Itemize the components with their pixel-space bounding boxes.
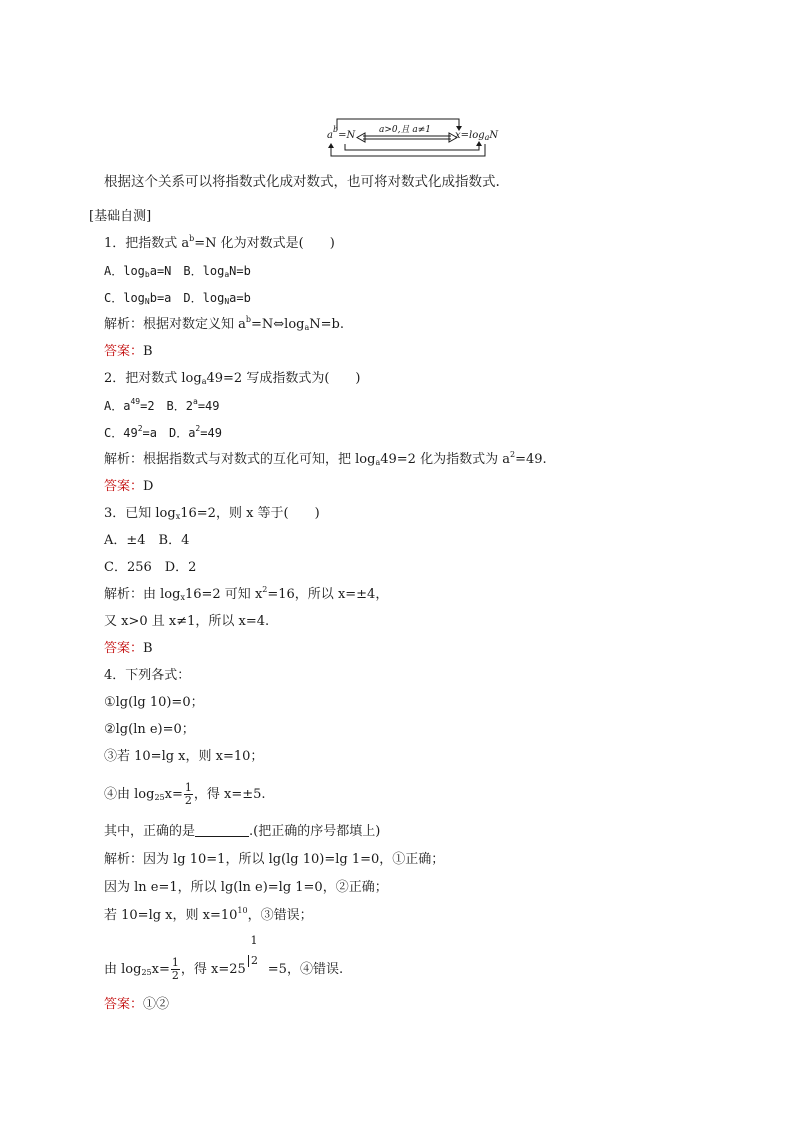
q3-stem: 3．已知 $\log_x16=2$，则 x 等于( )	[104, 506, 320, 521]
diagram-left-formula: $a^b=N$	[327, 125, 356, 141]
intro-text: 根据这个关系可以将指数式化成对数式，也可将对数式化成指数式.	[104, 174, 500, 190]
q4-answer: 答案：①②	[104, 997, 170, 1012]
q4-item-1: ①lg(lg 10)=0；	[104, 695, 204, 710]
exp-log-relation-diagram	[325, 116, 499, 160]
q4-analysis-1: 解析：因为 lg 10=1，所以 lg(lg 10)=lg 1=0，①正确；	[104, 852, 445, 867]
q4-item-3: ③若 10=lg x，则 x=10；	[104, 749, 264, 764]
bottom-arrow-inner	[345, 144, 479, 150]
answer-blank	[195, 823, 249, 837]
q4-fill-blank: 其中，正确的是 .(把正确的序号都填上)	[104, 824, 381, 839]
bottom-arrowhead-outer	[328, 143, 334, 148]
q3-analysis-line2: 又 x>0 且 x≠1，所以 x=4.	[104, 614, 270, 629]
q1-options-ab: A．$\log_ba=N$ B．$\log_aN=b$	[104, 264, 251, 279]
q1-stem: 1．把指数式 $a^b=N$ 化为对数式是( )	[104, 234, 335, 251]
q3-options-cd: C．256 D．2	[104, 560, 197, 575]
q4-analysis-4: 由 $\log_{25}x=$ $\frac{1}{2}$ ，得 x=25 =5，④错误.	[104, 956, 344, 982]
q4-analysis4-fraction: $\frac{1}{2}$	[171, 956, 179, 982]
q2-options-ab: A．$a^{49}=2$ B．$2^a=49$	[104, 397, 220, 413]
q4-item-2: ②lg(ln e)=0；	[104, 722, 195, 737]
section-title: [基础自测]	[89, 209, 152, 224]
q3-options-ab: A．±4 B．4	[104, 533, 190, 548]
q1-analysis: 解析：根据对数定义知 $a^b=N\Leftrightarrow\log_aN=b$.	[104, 315, 344, 332]
q4-item-4: ④由 $\log_{25}x=$ $\frac{1}{2}$ ，得 x=±5.	[104, 781, 266, 807]
q1-answer: 答案：B	[104, 344, 153, 359]
bottom-arrowhead-inner	[476, 141, 482, 146]
q3-answer: 答案：B	[104, 641, 153, 656]
q4-exponent-fraction: 1 2	[248, 935, 260, 967]
q2-analysis: 解析：根据指数式与对数式的互化可知，把 $\log_a49=2$ 化为指数式为 $a^2=49$.	[104, 450, 547, 467]
q4-item4-fraction: $\frac{1}{2}$	[184, 781, 192, 807]
diagram-right-formula: $x=\log_aN$	[455, 130, 499, 142]
q1-options-cd: C．$\log_Nb=a$ D．$\log_Na=b$	[104, 291, 251, 306]
q4-analysis-3: 若 10=lg x，则 $x=10^{10}$，③错误；	[104, 906, 313, 923]
center-left-arrowhead	[357, 133, 365, 142]
q2-stem: 2．把对数式 $\log_a49=2$ 写成指数式为( )	[104, 371, 361, 386]
q2-answer: 答案：D	[104, 479, 154, 494]
diagram-condition: a>0,且 a≠1	[377, 122, 433, 135]
q2-options-cd: C．$49^2=a$ D．$a^2=49$	[104, 424, 222, 440]
q4-analysis-2: 因为 ln e=1，所以 lg(ln e)=lg 1=0，②正确；	[104, 880, 388, 895]
q4-stem: 4．下列各式：	[104, 668, 191, 683]
q3-analysis: 解析：由 $\log_x16=2$ 可知 $x^2=16$，所以 x=±4，	[104, 585, 389, 602]
